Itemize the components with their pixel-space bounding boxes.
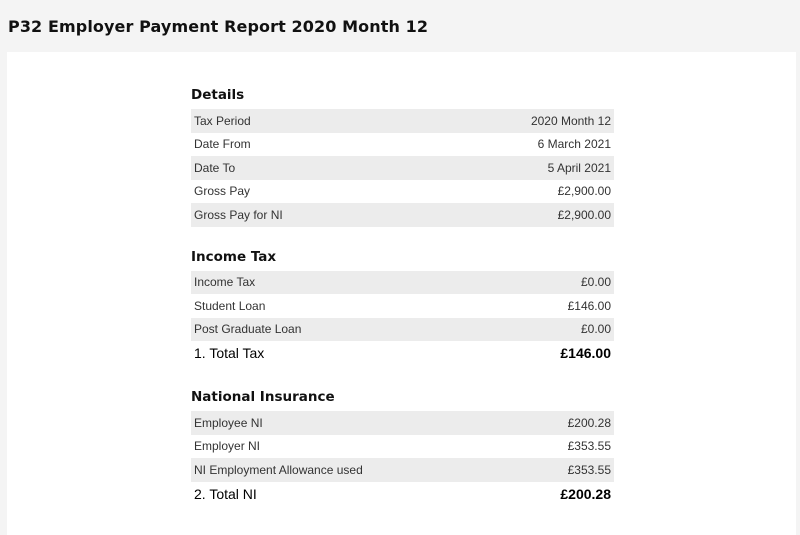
row-label: Income Tax (194, 275, 256, 290)
ni-row-employee (191, 411, 614, 435)
row-value: £200.28 (567, 415, 611, 430)
total-tax-row (191, 341, 614, 365)
total-label: 1. Total Tax (194, 345, 265, 361)
row-value: £2,900.00 (557, 207, 611, 222)
details-heading: Details (191, 87, 245, 103)
details-row-gross-pay (191, 180, 614, 204)
row-value: 2020 Month 12 (530, 113, 611, 128)
income-tax-row-pg-loan (191, 318, 614, 342)
details-table (191, 109, 614, 227)
row-value: £353.55 (567, 462, 611, 477)
details-section (191, 52, 614, 227)
row-label: Gross Pay for NI (194, 207, 283, 222)
total-value: £146.00 (560, 345, 611, 361)
details-row-tax-period (191, 109, 614, 133)
income-tax-heading: Income Tax (191, 248, 277, 265)
row-label: Tax Period (194, 113, 251, 128)
row-label: Student Loan (194, 298, 266, 313)
total-ni-row (191, 482, 614, 506)
income-tax-section (191, 246, 614, 366)
row-value: £2,900.00 (557, 184, 611, 199)
row-value: 6 March 2021 (537, 137, 611, 152)
national-insurance-table (191, 411, 614, 506)
total-value: £200.28 (560, 485, 611, 502)
row-label: Post Graduate Loan (194, 322, 302, 337)
details-row-gross-pay-ni (191, 203, 614, 227)
row-value: £0.00 (580, 322, 611, 337)
row-label: Employer NI (194, 439, 261, 454)
national-insurance-heading: National Insurance (191, 389, 335, 405)
ni-row-allowance (191, 458, 614, 482)
row-value: £0.00 (580, 275, 611, 290)
row-label: Gross Pay (194, 184, 251, 199)
row-value: 5 April 2021 (547, 160, 611, 175)
national-insurance-section (191, 386, 614, 506)
row-label: Date From (194, 137, 251, 152)
income-tax-table (191, 271, 614, 366)
row-label: NI Employment Allowance used (194, 462, 363, 477)
row-value: £146.00 (567, 298, 611, 313)
row-label: Date To (194, 160, 236, 175)
total-label: 2. Total NI (194, 485, 257, 502)
page-title: P32 Employer Payment Report 2020 Month 12 (8, 17, 429, 36)
row-label: Employee NI (194, 415, 263, 430)
row-value: £353.55 (567, 439, 611, 454)
income-tax-row-student-loan (191, 294, 614, 318)
income-tax-row-income-tax (191, 271, 614, 295)
details-row-date-from (191, 133, 614, 157)
details-row-date-to (191, 156, 614, 180)
report-body (191, 52, 614, 506)
ni-row-employer (191, 435, 614, 459)
